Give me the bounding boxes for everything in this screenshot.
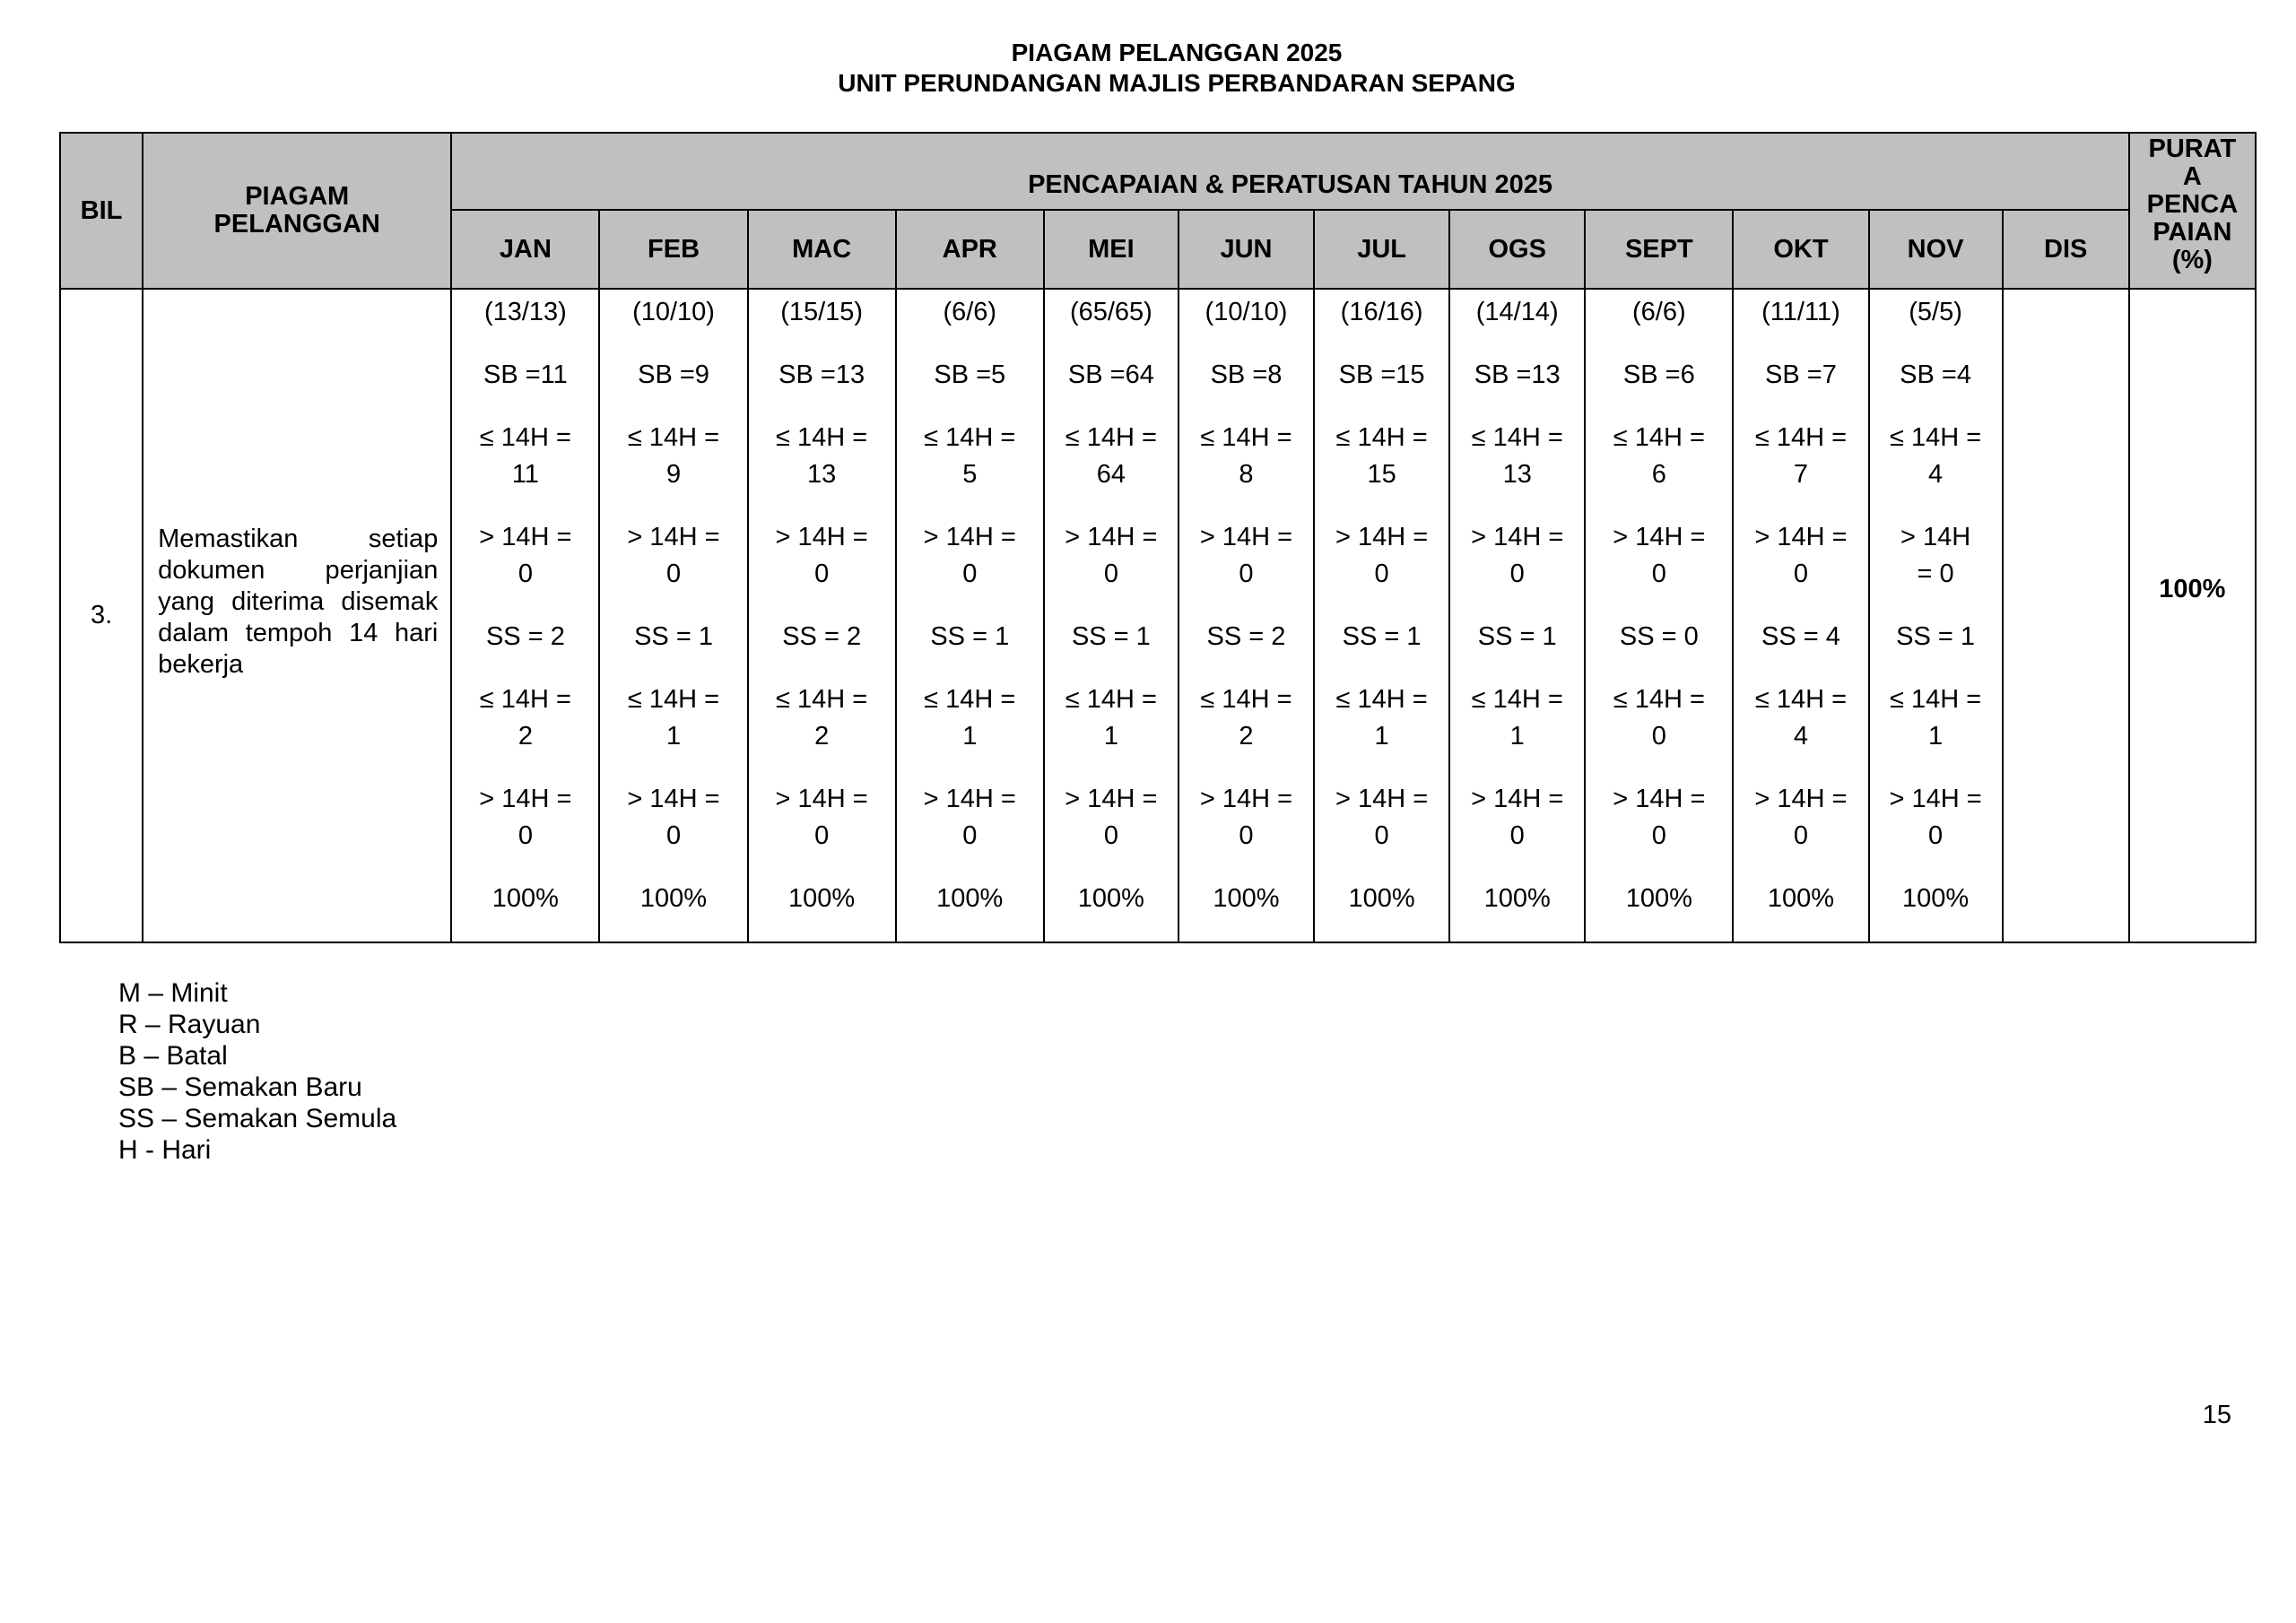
month-value-sb-gt-a: > 14H = bbox=[775, 523, 868, 551]
month-value-ss-gt-b: 0 bbox=[814, 821, 830, 850]
header-row bbox=[60, 133, 2256, 210]
month-value-ss-le-b: 1 bbox=[1103, 722, 1118, 751]
month-value-ss-le-b: 1 bbox=[1509, 722, 1525, 751]
month-value-sb-le-a: ≤ 14H = bbox=[627, 423, 720, 452]
month-value-sb-gt-b: 0 bbox=[517, 560, 533, 588]
month-value-sb: SB =11 bbox=[483, 360, 568, 389]
month-value-ss-gt-b: 0 bbox=[1651, 821, 1666, 850]
piagam-table bbox=[59, 132, 2257, 943]
month-header: NOV bbox=[1869, 210, 2003, 289]
month-value-sb-gt-b: 0 bbox=[1793, 560, 1809, 588]
month-value-ss-gt-a: > 14H = bbox=[627, 785, 720, 813]
month-value-ss-le-b: 2 bbox=[1239, 722, 1254, 751]
month-value-ss: SS = 1 bbox=[1896, 622, 1975, 651]
month-value-ss: SS = 2 bbox=[1206, 622, 1286, 651]
month-value-sb-gt-a: > 14H = bbox=[1754, 523, 1848, 551]
month-value-count: (6/6) bbox=[943, 298, 997, 326]
month-value-ss: SS = 2 bbox=[782, 622, 862, 651]
legend-item: SB – Semakan Baru bbox=[118, 1072, 362, 1102]
month-value-sb: SB =7 bbox=[1765, 360, 1837, 389]
col-purata-line: PAIAN bbox=[2152, 218, 2232, 247]
month-value-ss-le-a: ≤ 14H = bbox=[1065, 685, 1157, 714]
legend-item: SS – Semakan Semula bbox=[118, 1104, 397, 1133]
month-value-count: (6/6) bbox=[1632, 298, 1686, 326]
month-value-ss-gt-a: > 14H = bbox=[1889, 785, 1982, 813]
month-value-ss-le-b: 1 bbox=[1374, 722, 1389, 751]
cell-month bbox=[1449, 289, 1585, 942]
month-value-sb: SB =64 bbox=[1067, 360, 1154, 389]
month-value-ss-le-a: ≤ 14H = bbox=[1613, 685, 1705, 714]
month-value-ss-le-b: 1 bbox=[962, 722, 978, 751]
month-value-sb-le-a: ≤ 14H = bbox=[924, 423, 1016, 452]
month-value-ss-gt-a: > 14H = bbox=[1613, 785, 1706, 813]
piagam-text: Memastikan setiap dokumen perjanjian yang diterima disemak dalam tempoh 14 hari bekerja bbox=[158, 525, 439, 679]
month-value-count: (15/15) bbox=[780, 298, 864, 326]
month-value-sb: SB =5 bbox=[934, 360, 1006, 389]
month-header: JUL bbox=[1314, 210, 1449, 289]
month-value-sb-gt-a: > 14H bbox=[1900, 523, 1971, 551]
month-value-sb-le-a: ≤ 14H = bbox=[1065, 423, 1157, 452]
month-value-ss: SS = 1 bbox=[930, 622, 1010, 651]
month-value-sb-gt-a: > 14H = bbox=[1065, 523, 1158, 551]
month-header: JAN bbox=[451, 210, 599, 289]
month-value-ss-le-a: ≤ 14H = bbox=[1200, 685, 1292, 714]
col-purata bbox=[2129, 133, 2256, 289]
month-value-ss-le-a: ≤ 14H = bbox=[1335, 685, 1428, 714]
month-value-ss-le-b: 2 bbox=[814, 722, 830, 751]
month-value-ss: SS = 1 bbox=[634, 622, 713, 651]
col-piagam: PIAGAM PELANGGAN bbox=[143, 133, 451, 289]
month-header: OGS bbox=[1449, 210, 1585, 289]
month-value-ss-gt-a: > 14H = bbox=[1199, 785, 1293, 813]
month-value-ss-le-a: ≤ 14H = bbox=[627, 685, 720, 714]
month-value-sb-le-b: 7 bbox=[1793, 460, 1809, 489]
month-value-ss-gt-a: > 14H = bbox=[1335, 785, 1429, 813]
month-value-sb-le-b: 8 bbox=[1239, 460, 1254, 489]
month-value-ss-gt-b: 0 bbox=[1374, 821, 1389, 850]
month-value-sb-le-b: 13 bbox=[1502, 460, 1532, 489]
cell-month bbox=[599, 289, 747, 942]
month-value-sb-gt-b: 0 bbox=[1103, 560, 1118, 588]
month-value-ss-le-b: 1 bbox=[1927, 722, 1944, 751]
month-value-sb-le-b: 5 bbox=[962, 460, 978, 489]
col-purata-line: A bbox=[2182, 162, 2202, 191]
month-value-pct: 100% bbox=[788, 884, 856, 913]
month-value-sb-le-b: 11 bbox=[511, 460, 539, 489]
month-value-ss-le-b: 4 bbox=[1793, 722, 1809, 751]
month-value-sb-le-b: 4 bbox=[1927, 460, 1944, 489]
month-value-pct: 100% bbox=[491, 884, 559, 913]
month-value-sb-gt-b: 0 bbox=[1239, 560, 1254, 588]
month-value-ss-gt-b: 0 bbox=[1103, 821, 1118, 850]
month-value-ss-le-a: ≤ 14H = bbox=[1754, 685, 1848, 714]
month-value-ss-gt-a: > 14H = bbox=[479, 785, 572, 813]
month-value-count: (13/13) bbox=[483, 298, 567, 326]
legend-item: M – Minit bbox=[118, 978, 228, 1008]
month-value-ss: SS = 4 bbox=[1761, 622, 1840, 651]
month-value-sb-gt-a: > 14H = bbox=[1199, 523, 1293, 551]
col-bil: BIL bbox=[60, 133, 143, 289]
month-value-pct: 100% bbox=[639, 884, 708, 913]
cell-month bbox=[451, 289, 599, 942]
month-value-pct: 100% bbox=[1767, 884, 1835, 913]
month-value-count: (11/11) bbox=[1761, 298, 1840, 326]
month-header: JUN bbox=[1178, 210, 1314, 289]
month-value-sb-gt-a: > 14H = bbox=[627, 523, 720, 551]
month-header: FEB bbox=[599, 210, 747, 289]
month-value-sb: SB =9 bbox=[638, 360, 709, 389]
month-value-sb-le-a: ≤ 14H = bbox=[776, 423, 868, 452]
month-value-ss: SS = 0 bbox=[1619, 622, 1699, 651]
month-value-ss-le-b: 1 bbox=[665, 722, 682, 751]
page-subtitle: UNIT PERUNDANGAN MAJLIS PERBANDARAN SEPANG bbox=[838, 69, 1516, 97]
month-value-pct: 100% bbox=[1077, 884, 1144, 913]
month-value-ss-gt-b: 0 bbox=[1509, 821, 1525, 850]
month-value-ss-gt-b: 0 bbox=[517, 821, 533, 850]
month-value-ss-le-b: 2 bbox=[517, 722, 533, 751]
month-value-ss-gt-b: 0 bbox=[962, 821, 978, 850]
month-value-count: (14/14) bbox=[1475, 298, 1559, 326]
month-value-sb-le-b: 64 bbox=[1096, 460, 1126, 489]
month-value-ss-gt-a: > 14H = bbox=[923, 785, 1016, 813]
month-value-sb-le-a: ≤ 14H = bbox=[1471, 423, 1563, 452]
legend-item: R – Rayuan bbox=[118, 1010, 261, 1039]
cell-month bbox=[2003, 289, 2129, 942]
cell-month bbox=[748, 289, 896, 942]
month-value-ss-le-b: 0 bbox=[1651, 722, 1666, 751]
month-value-pct: 100% bbox=[1483, 884, 1551, 913]
month-header: OKT bbox=[1733, 210, 1868, 289]
month-value-count: (5/5) bbox=[1909, 298, 1962, 326]
cell-month bbox=[1314, 289, 1449, 942]
month-value-sb-gt-a: > 14H = bbox=[923, 523, 1016, 551]
month-value-sb-gt-b: = 0 bbox=[1917, 560, 1954, 588]
month-value-ss-gt-a: > 14H = bbox=[1754, 785, 1848, 813]
month-value-ss: SS = 1 bbox=[1342, 622, 1422, 651]
col-purata-line: PENCA bbox=[2146, 190, 2239, 219]
month-value-pct: 100% bbox=[1901, 884, 1970, 913]
cell-month bbox=[1585, 289, 1733, 942]
month-header: APR bbox=[896, 210, 1044, 289]
month-value-sb-le-b: 15 bbox=[1367, 460, 1396, 489]
month-value-count: (10/10) bbox=[632, 298, 715, 326]
page-title: PIAGAM PELANGGAN 2025 bbox=[1011, 39, 1343, 66]
month-value-ss-le-a: ≤ 14H = bbox=[479, 685, 571, 714]
month-value-sb-le-b: 6 bbox=[1651, 460, 1666, 489]
col-achievement: PENCAPAIAN & PERATUSAN TAHUN 2025 bbox=[451, 133, 2128, 210]
month-value-pct: 100% bbox=[1213, 884, 1280, 913]
month-value-sb-gt-b: 0 bbox=[814, 560, 830, 588]
month-value-count: (65/65) bbox=[1069, 298, 1152, 326]
table-row bbox=[60, 289, 2256, 942]
month-value-ss-gt-a: > 14H = bbox=[775, 785, 868, 813]
col-purata-line: (%) bbox=[2171, 246, 2213, 274]
month-value-sb-le-a: ≤ 14H = bbox=[1613, 423, 1705, 452]
month-value-ss-gt-b: 0 bbox=[1793, 821, 1809, 850]
cell-bil: 3. bbox=[60, 289, 143, 942]
month-value-sb-le-a: ≤ 14H = bbox=[479, 423, 571, 452]
month-value-count: (10/10) bbox=[1205, 298, 1288, 326]
month-header: MEI bbox=[1044, 210, 1178, 289]
month-value-ss: SS = 1 bbox=[1071, 622, 1151, 651]
month-header: DIS bbox=[2003, 210, 2129, 289]
cell-month bbox=[1044, 289, 1178, 942]
cell-piagam bbox=[143, 289, 451, 942]
month-value-ss-gt-a: > 14H = bbox=[1065, 785, 1158, 813]
month-value-sb: SB =8 bbox=[1210, 360, 1283, 389]
month-value-ss-gt-b: 0 bbox=[1239, 821, 1254, 850]
month-value-ss-le-a: ≤ 14H = bbox=[1889, 685, 1982, 714]
month-value-sb: SB =4 bbox=[1900, 360, 1971, 389]
col-purata-line: PURAT bbox=[2148, 135, 2237, 163]
month-value-ss-gt-b: 0 bbox=[665, 821, 682, 850]
legend-item: H - Hari bbox=[118, 1135, 212, 1165]
cell-month bbox=[1178, 289, 1314, 942]
month-value-sb: SB =13 bbox=[778, 360, 865, 389]
month-value-ss-gt-a: > 14H = bbox=[1471, 785, 1564, 813]
month-value-pct: 100% bbox=[936, 884, 1004, 913]
month-value-ss-le-a: ≤ 14H = bbox=[924, 685, 1016, 714]
month-value-sb-gt-a: > 14H = bbox=[1471, 523, 1564, 551]
month-value-sb-le-b: 9 bbox=[665, 460, 682, 489]
month-value-sb-gt-b: 0 bbox=[1651, 560, 1666, 588]
month-value-sb-gt-b: 0 bbox=[1374, 560, 1389, 588]
month-value-ss: SS = 2 bbox=[485, 622, 565, 651]
month-value-sb: SB =13 bbox=[1474, 360, 1561, 389]
month-value-sb: SB =15 bbox=[1338, 360, 1425, 389]
cell-purata: 100% bbox=[2129, 289, 2256, 942]
month-value-sb-gt-a: > 14H = bbox=[479, 523, 572, 551]
month-value-ss-gt-b: 0 bbox=[1927, 821, 1944, 850]
month-value-sb-gt-b: 0 bbox=[1509, 560, 1525, 588]
month-value-sb-gt-a: > 14H = bbox=[1613, 523, 1706, 551]
month-value-ss: SS = 1 bbox=[1477, 622, 1557, 651]
month-value-ss-le-a: ≤ 14H = bbox=[776, 685, 868, 714]
month-value-pct: 100% bbox=[1348, 884, 1415, 913]
page-number: 15 bbox=[2202, 1401, 2231, 1429]
month-header: SEPT bbox=[1585, 210, 1733, 289]
month-value-sb-le-a: ≤ 14H = bbox=[1754, 423, 1848, 452]
month-value-sb-le-a: ≤ 14H = bbox=[1335, 423, 1428, 452]
month-header: MAC bbox=[748, 210, 896, 289]
month-value-sb-le-b: 13 bbox=[807, 460, 837, 489]
month-value-sb-le-a: ≤ 14H = bbox=[1200, 423, 1292, 452]
cell-month bbox=[896, 289, 1044, 942]
legend-item: B – Batal bbox=[118, 1041, 228, 1071]
legend bbox=[118, 977, 396, 1166]
month-value-pct: 100% bbox=[1625, 884, 1692, 913]
cell-month bbox=[1869, 289, 2003, 942]
month-value-sb-gt-a: > 14H = bbox=[1335, 523, 1429, 551]
month-value-sb: SB =6 bbox=[1622, 360, 1695, 389]
month-value-ss-le-a: ≤ 14H = bbox=[1471, 685, 1563, 714]
month-value-sb-gt-b: 0 bbox=[962, 560, 978, 588]
month-value-count: (16/16) bbox=[1340, 298, 1423, 326]
cell-month bbox=[1733, 289, 1868, 942]
month-value-sb-gt-b: 0 bbox=[665, 560, 682, 588]
month-value-sb-le-a: ≤ 14H = bbox=[1889, 423, 1982, 452]
